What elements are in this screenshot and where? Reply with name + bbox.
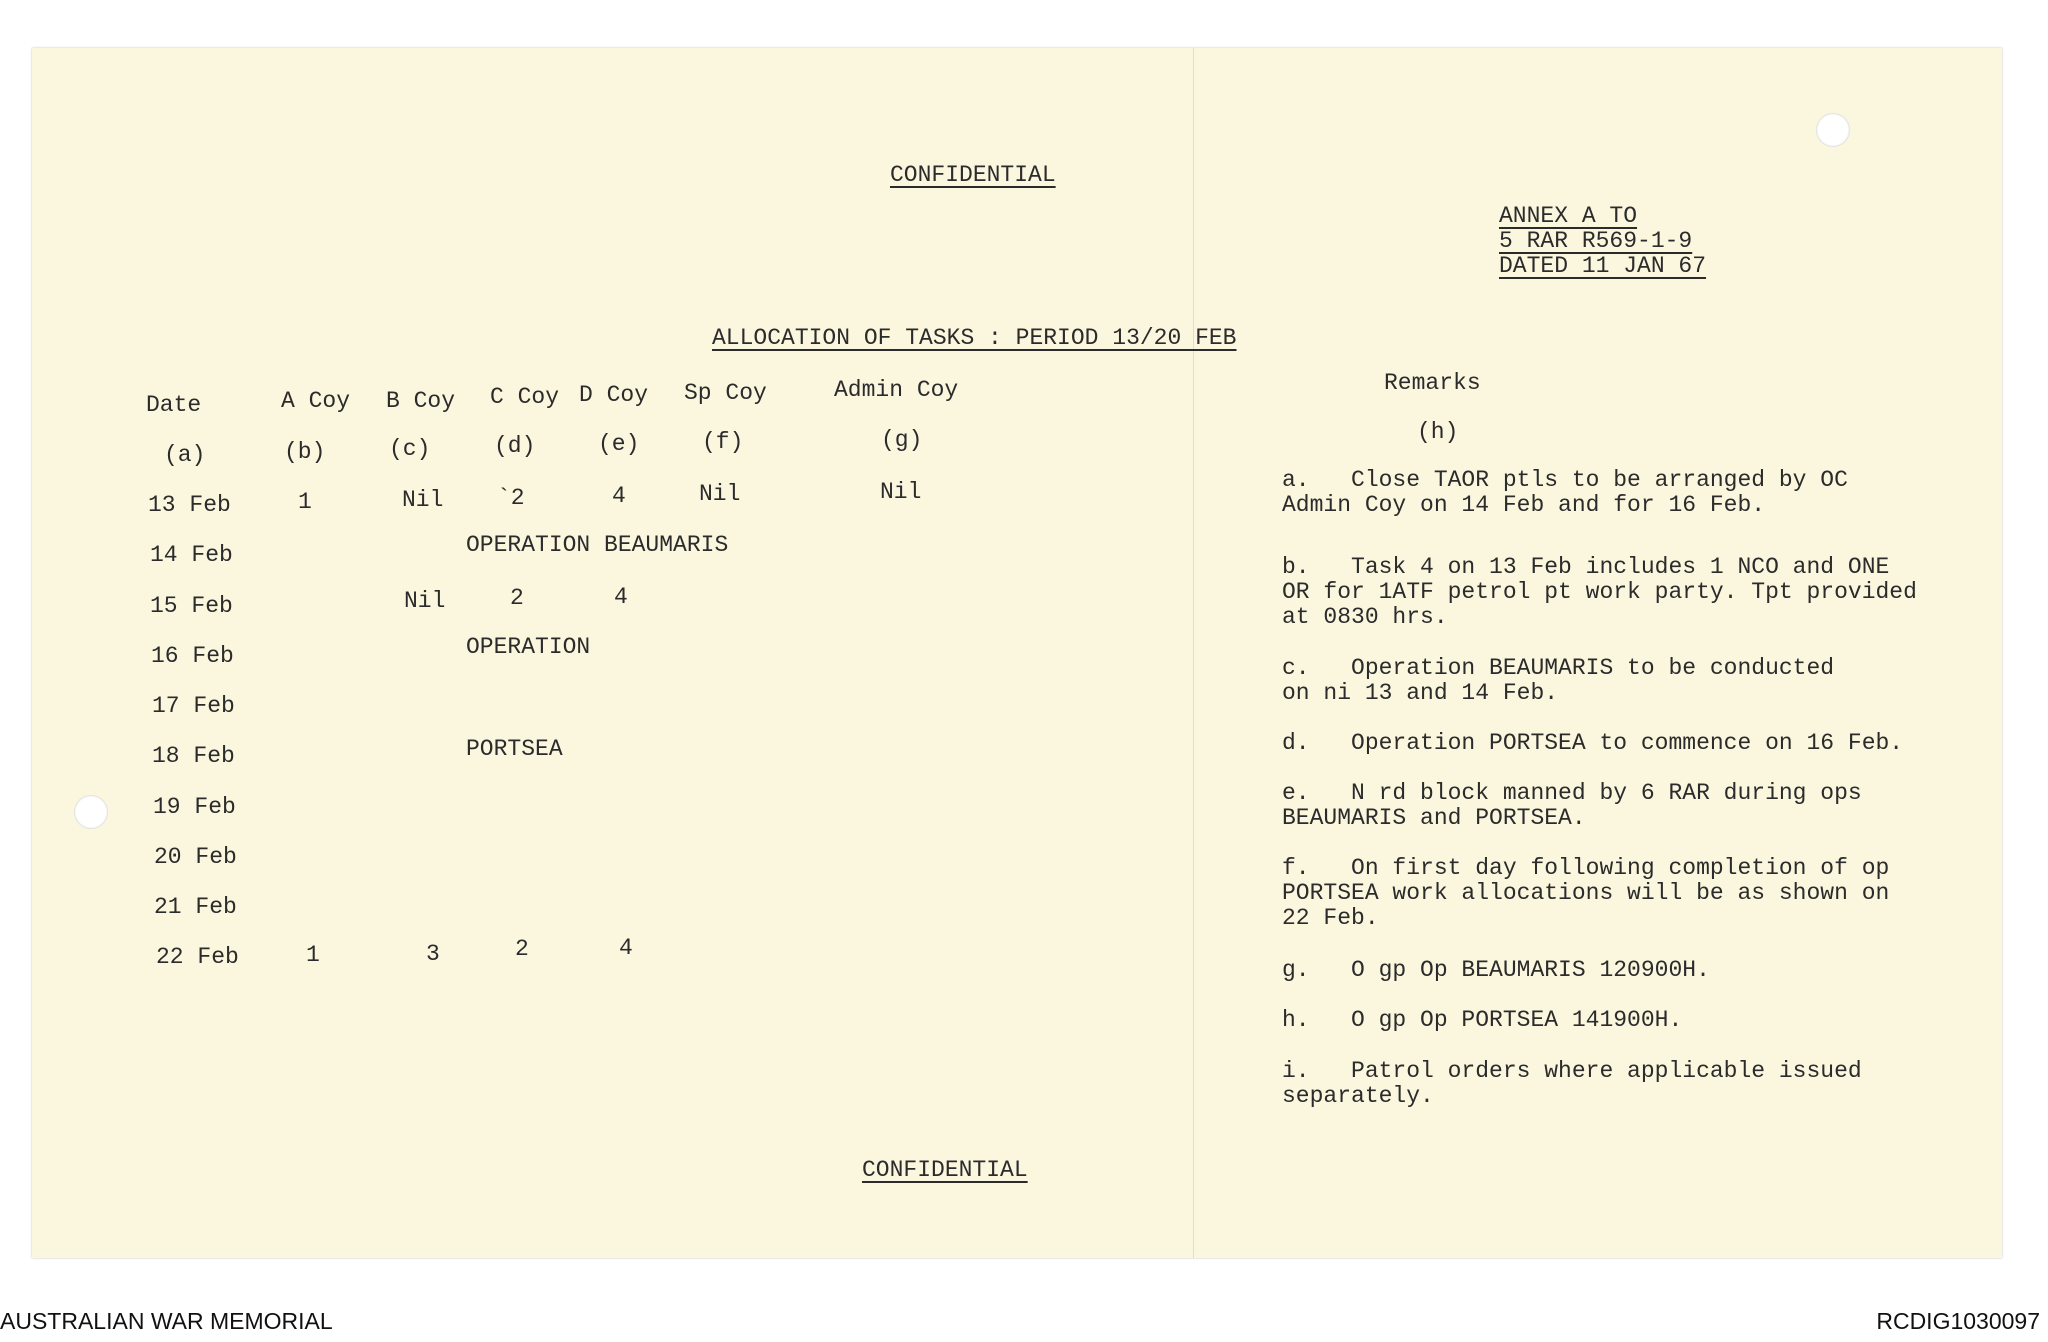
annex-line-1: ANNEX A TO (1499, 203, 1638, 229)
date-cell: 13 Feb (148, 492, 231, 518)
header-b-coy: B Coy (386, 388, 456, 414)
remark-line: a. Close TAOR ptls to be arranged by OC (1282, 467, 1848, 493)
cell-13-admin-coy: Nil (880, 479, 922, 505)
cell-22-b-coy: 3 (426, 941, 440, 967)
remark-g (1282, 958, 1982, 983)
header-d-coy: D Coy (579, 382, 649, 408)
archive-id: RCDIG1030097 (1876, 1308, 2040, 1334)
remark-line: at 0830 hrs. (1282, 604, 1448, 630)
annex-reference (1499, 204, 1706, 279)
date-cell: 22 Feb (156, 944, 239, 970)
portsea-note: PORTSEA (466, 736, 563, 762)
header-letter-e: (e) (598, 431, 640, 457)
remark-c (1282, 656, 1982, 706)
document-title: ALLOCATION OF TASKS : PERIOD 13/20 FEB (712, 325, 1237, 351)
remark-line: BEAUMARIS and PORTSEA. (1282, 805, 1586, 831)
remark-d (1282, 731, 1982, 756)
cell-13-a-coy: 1 (298, 489, 312, 515)
date-cell: 15 Feb (150, 593, 233, 619)
remarks-letter: (h) (1417, 419, 1459, 445)
annex-line-2: 5 RAR R569-1-9 (1499, 228, 1693, 254)
remark-line: g. O gp Op BEAUMARIS 120900H. (1282, 957, 1710, 983)
header-letter-f: (f) (702, 429, 744, 455)
remark-a (1282, 468, 1982, 518)
date-cell: 18 Feb (152, 743, 235, 769)
cell-22-d-coy: 4 (619, 935, 633, 961)
punch-hole-left (74, 795, 108, 829)
classification-bottom: CONFIDENTIAL (862, 1157, 1028, 1183)
classification-top: CONFIDENTIAL (890, 162, 1056, 188)
archive-credit: AUSTRALIAN WAR MEMORIAL (0, 1308, 333, 1334)
annex-line-3: DATED 11 JAN 67 (1499, 253, 1707, 279)
remark-line: e. N rd block manned by 6 RAR during ops (1282, 780, 1862, 806)
cell-13-sp-coy: Nil (699, 481, 741, 507)
header-date: Date (146, 392, 202, 418)
cell-22-c-coy: 2 (515, 936, 529, 962)
remarks-header: Remarks (1384, 370, 1481, 396)
remark-h (1282, 1008, 1982, 1033)
cell-13-c-coy: `2 (497, 485, 525, 511)
operation-note: OPERATION (466, 634, 591, 660)
cell-15-c-coy: 2 (510, 585, 524, 611)
remark-line: b. Task 4 on 13 Feb includes 1 NCO and ONE (1282, 554, 1890, 580)
date-cell: 17 Feb (152, 693, 235, 719)
remark-line: h. O gp Op PORTSEA 141900H. (1282, 1007, 1683, 1033)
date-cell: 14 Feb (150, 542, 233, 568)
remark-line: 22 Feb. (1282, 905, 1379, 931)
remark-i (1282, 1059, 1982, 1109)
header-letter-b: (b) (284, 439, 326, 465)
remark-line: f. On first day following completion of op (1282, 855, 1890, 881)
cell-15-b-coy: Nil (404, 588, 446, 614)
header-c-coy: C Coy (490, 384, 560, 410)
date-cell: 21 Feb (154, 894, 237, 920)
cell-15-d-coy: 4 (614, 584, 628, 610)
remark-line: Admin Coy on 14 Feb and for 16 Feb. (1282, 492, 1766, 518)
header-letter-g: (g) (881, 427, 923, 453)
header-sp-coy: Sp Coy (684, 380, 767, 406)
operation-beaumaris-note: OPERATION BEAUMARIS (466, 532, 729, 558)
remark-line: on ni 13 and 14 Feb. (1282, 680, 1559, 706)
remark-f (1282, 856, 1982, 931)
cell-22-a-coy: 1 (306, 942, 320, 968)
remark-line: c. Operation BEAUMARIS to be conducted (1282, 655, 1835, 681)
header-admin-coy: Admin Coy (834, 377, 959, 403)
header-a-coy: A Coy (281, 388, 351, 414)
date-cell: 16 Feb (151, 643, 234, 669)
date-cell: 19 Feb (153, 794, 236, 820)
header-letter-d: (d) (494, 433, 536, 459)
header-letter-a: (a) (164, 442, 206, 468)
remark-line: PORTSEA work allocations will be as shown on (1282, 880, 1890, 906)
remark-b (1282, 555, 1982, 630)
remark-line: i. Patrol orders where applicable issued (1282, 1058, 1862, 1084)
remark-line: d. Operation PORTSEA to commence on 16 Feb. (1282, 730, 1904, 756)
punch-hole-top (1816, 113, 1850, 147)
remark-line: OR for 1ATF petrol pt work party. Tpt provided (1282, 579, 1917, 605)
cell-13-b-coy: Nil (402, 487, 444, 513)
page-fold (1193, 48, 1194, 1258)
cell-13-d-coy: 4 (612, 483, 626, 509)
remark-e (1282, 781, 1982, 831)
remark-line: separately. (1282, 1083, 1434, 1109)
header-letter-c: (c) (389, 436, 431, 462)
date-cell: 20 Feb (154, 844, 237, 870)
